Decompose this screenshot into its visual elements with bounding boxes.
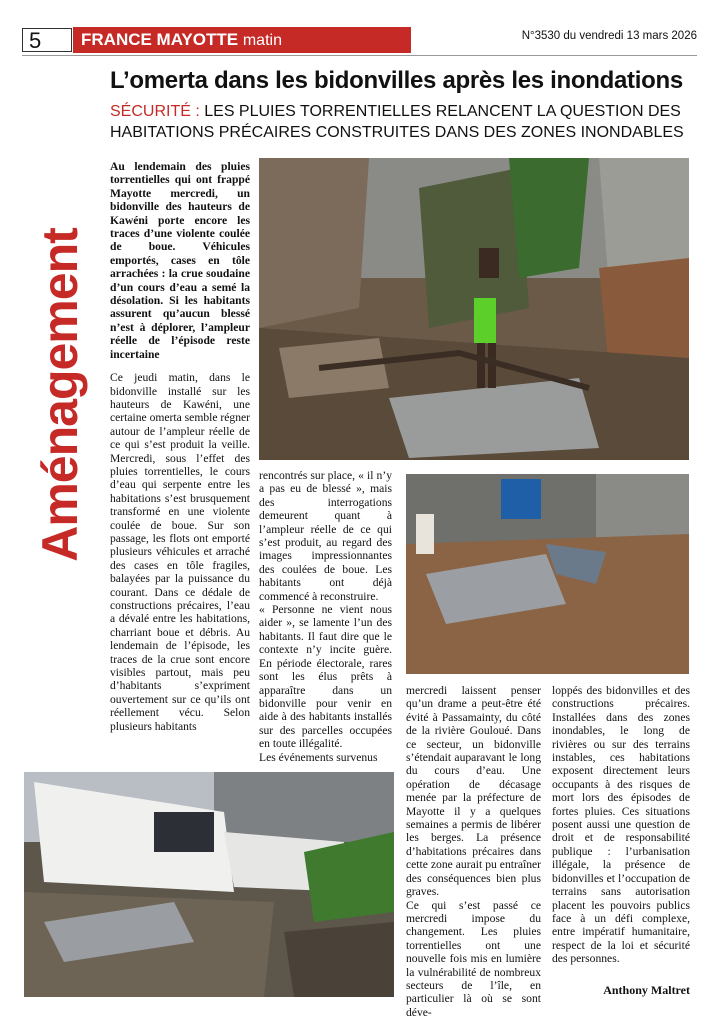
column-2 — [259, 469, 392, 774]
body-paragraph: loppés des bidonvilles et des constructions précaires. Installées dans des zones inondables, le long de rivières ou sur des terrains instables, ces habitations exposent directement leurs occupants à des risques de mort lors des épisodes de fortes pluies. Ces situations posent aussi une question de droit et de responsabilité publique : l’urbanisation illégale, la présence de bidonvilles et l’occupation de terrains sans autorisation placent les pouvoirs publics face à un défi complexe, entre impératif humanitaire, respect de la loi et sécurité des personnes. — [552, 684, 690, 966]
column-3 — [406, 684, 541, 1029]
byline: Anthony Maltret — [603, 983, 690, 997]
body-paragraph: Les événements survenus — [259, 750, 378, 764]
lead-paragraph: Au lendemain des pluies torrentielles qui ont frappé Mayotte mercredi, un bidonville des hauteurs de Kawéni porte encore les traces d’une violente coulée de boue. Véhicules emportés, cases en tôle arrachées : la crue soudaine d’un cours d’eau a semé la désolation. Si les habitants assurent qu’aucun blessé n’est à déplorer, l’ampleur réelle de l’épisode reste incertaine — [110, 160, 250, 361]
issue-info: N°3530 du vendredi 13 mars 2026 — [521, 30, 697, 42]
body-paragraph: Ce qui s’est passé ce mercredi impose du changement. Les pluies torrentielles ont une nouvelle fois mis en lumière la vulnérabilité de nombreux secteurs de l’île, en particulier là où se sont déve- — [406, 898, 541, 1019]
body-paragraph: Ce jeudi matin, dans le bidonville installé sur les hauteurs de Kawéni, une certaine omerta semble régner autour de l’ampleur réelle de ce qui s’est produit la veille. Mercredi, sous l’effet des pluies torrentielles, le cours d’eau qui serpente entre les habitations s’est brusquement transformé en une violente coulée de boue. Sur son passage, les flots ont emporté plusieurs véhicules et arraché des cases en tôle fragiles, balayées par la puissance du courant. Dans ce dédale de constructions précaires, l’eau a dévalé entre les habitations, charriant boue et débris. Au lendemain de l’épisode, les traces de la crue sont encore visibles partout, mais peu d’habitants s’expriment ouvertement sur ce qu’ils ont réellement vécu. Selon plusieurs habitants — [110, 371, 251, 733]
deck-text: LES PLUIES TORRENTIELLES RELANCENT LA QUESTION DES HABITATIONS PRÉCAIRES CONSTRUITES DANS DES ZONES INONDABLES — [110, 103, 684, 141]
photo-mud-debris — [406, 474, 689, 674]
body-paragraph: rencontrés sur place, « il n’y a pas eu de blessé », mais des interrogations demeurent quant à l’ampleur réelle de ce qui s’est produit, au regard des images impressionnantes des coulées de boue. Les habitants ont déjà commencé à reconstruire. — [259, 469, 392, 603]
publication-suffix: matin — [242, 32, 282, 49]
body-paragraph: mercredi laissent penser qu’un drame a peut-être été évité à Passamainty, du côté de la rivière Gouloué. Dans ce secteur, un bidonville s’étendait auparavant le long du cours d’eau. Une opération de décasage menée par la préfecture de Mayotte il y a quelques semaines a permis de libérer les berges. La présence d’habitations précaires dans cette zone aurait pu entraîner des conséquences bien plus graves. — [406, 684, 541, 899]
column-1 — [110, 160, 250, 743]
deck — [110, 101, 695, 143]
publication-name: FRANCE MAYOTTE — [81, 30, 239, 49]
column-4 — [552, 684, 690, 976]
publication-banner — [73, 27, 411, 53]
headline: L’omerta dans les bidonvilles après les inondations — [110, 67, 683, 94]
photo-wrecked-vehicles — [24, 772, 394, 997]
section-label — [20, 170, 100, 620]
deck-kicker: SÉCURITÉ : — [110, 103, 200, 120]
page-number: 5 — [22, 28, 72, 52]
header-divider — [22, 55, 697, 56]
photo-destroyed-shacks — [259, 158, 689, 460]
body-paragraph: « Personne ne vient nous aider », se lamente l’un des habitants. Il faut dire que le contexte n’y incite guère. En période électorale, rares sont les élus prêts à apparaître dans un bidonville pour venir en aide à des habitants installés sur des parcelles occupées en toute illégalité. — [259, 603, 392, 751]
section-label-text: Aménagement — [32, 228, 88, 562]
